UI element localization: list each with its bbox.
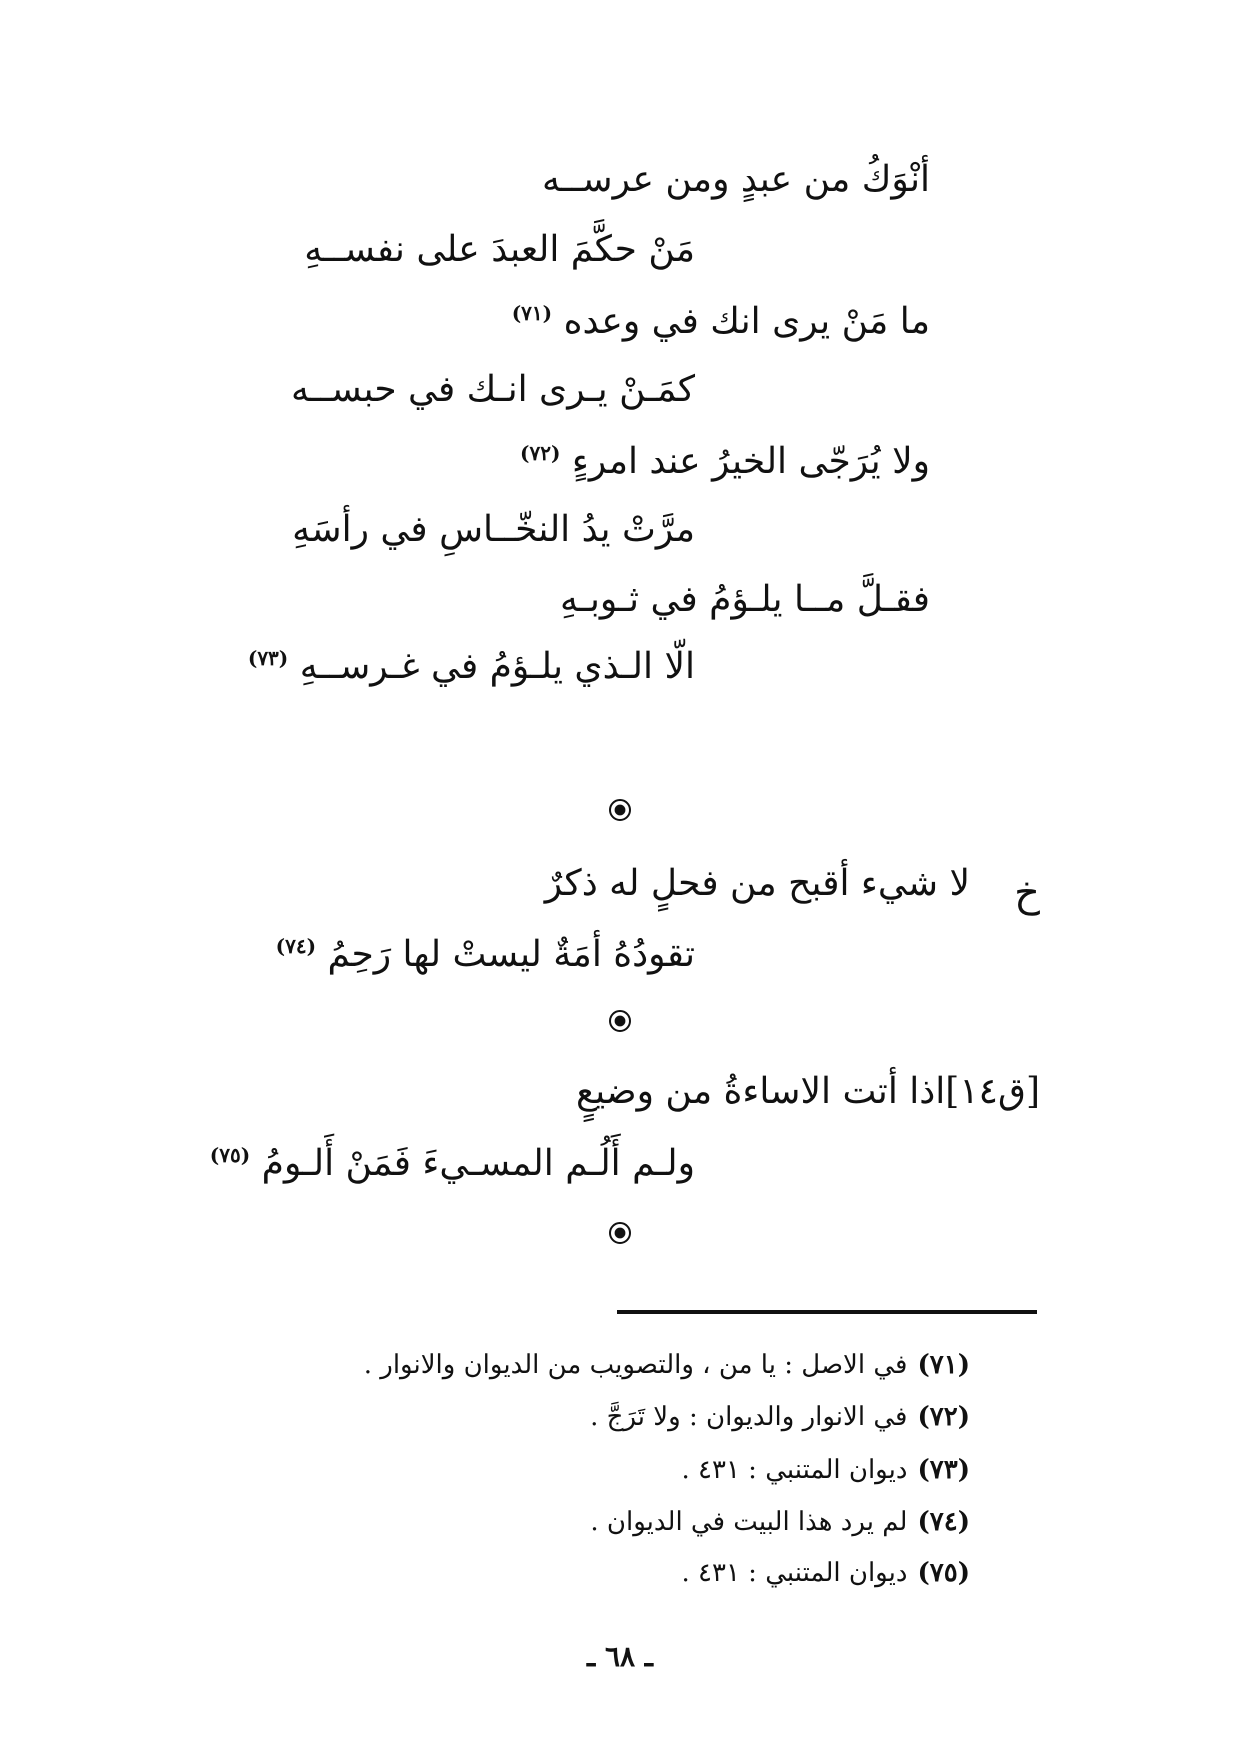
margin-letter: خ [1014,870,1040,916]
footnote: (٧٢)في الانوار والديوان : ولا تَرَجَّ . [590,1402,970,1432]
verse-line: أنْوَكُ من عبدٍ ومن عرســه [542,159,930,200]
verse-line: ما مَنْ يرى انك في وعده $^{(٧١)}$ [511,301,930,342]
verse-line: مَنْ حكَّمَ العبدَ على نفســهِ [304,229,695,270]
footnote: (٧١)في الاصل : يا من ، والتصويب من الديوان والانوار . [363,1350,970,1380]
verse-line: ولا يُرَجّى الخيرُ عند امرءٍ $^{(٧٢)}$ [520,441,930,482]
verse-line: لا شيء أقبح من فحلٍ له ذكرٌ [544,863,970,904]
footnote: (٧٥)ديوان المتنبي : ٤٣١ . [681,1558,970,1588]
verse-line: فقـلَّ مــا يلـؤمُ في ثـوبـهِ [560,579,930,620]
page-number: ـ ٦٨ ـ [587,1640,653,1673]
verse-line: مرَّتْ يدُ النخّــاسِ في رأسَهِ [292,509,695,550]
section-ornament [609,799,631,821]
verse-line: الّا الـذي يلـؤمُ في غـرســهِ $^{(٧٣)}$ [247,646,695,687]
verse-line: ولـم أَلُـم المسـيءَ فَمَنْ أَلـومُ $^{(٧٥)}$ [209,1143,695,1184]
footnote: (٧٣)ديوان المتنبي : ٤٣١ . [681,1455,970,1485]
footnote-marker: (٧١) [511,301,553,325]
footnote-marker: (٧٣) [247,646,289,670]
section-ornament [609,1222,631,1244]
footnote: (٧٤)لم يرد هذا البيت في الديوان . [590,1507,970,1537]
verse-line: تقودُهُ أمَةٌ ليستْ لها رَحِمُ $^{(٧٤)}$ [275,934,695,975]
section-ornament [609,1010,631,1032]
footnote-marker: (٧٤) [275,934,317,958]
verse-line: كمَـنْ يـرى انـك في حبســه [290,369,695,410]
footnote-marker: (٧٢) [520,441,561,465]
verse-line: [ق١٤]اذا أتت الاساءةُ من وضيعٍ [576,1071,1040,1112]
footnote-separator [617,1310,1037,1314]
footnote-marker: (٧٥) [209,1143,251,1167]
